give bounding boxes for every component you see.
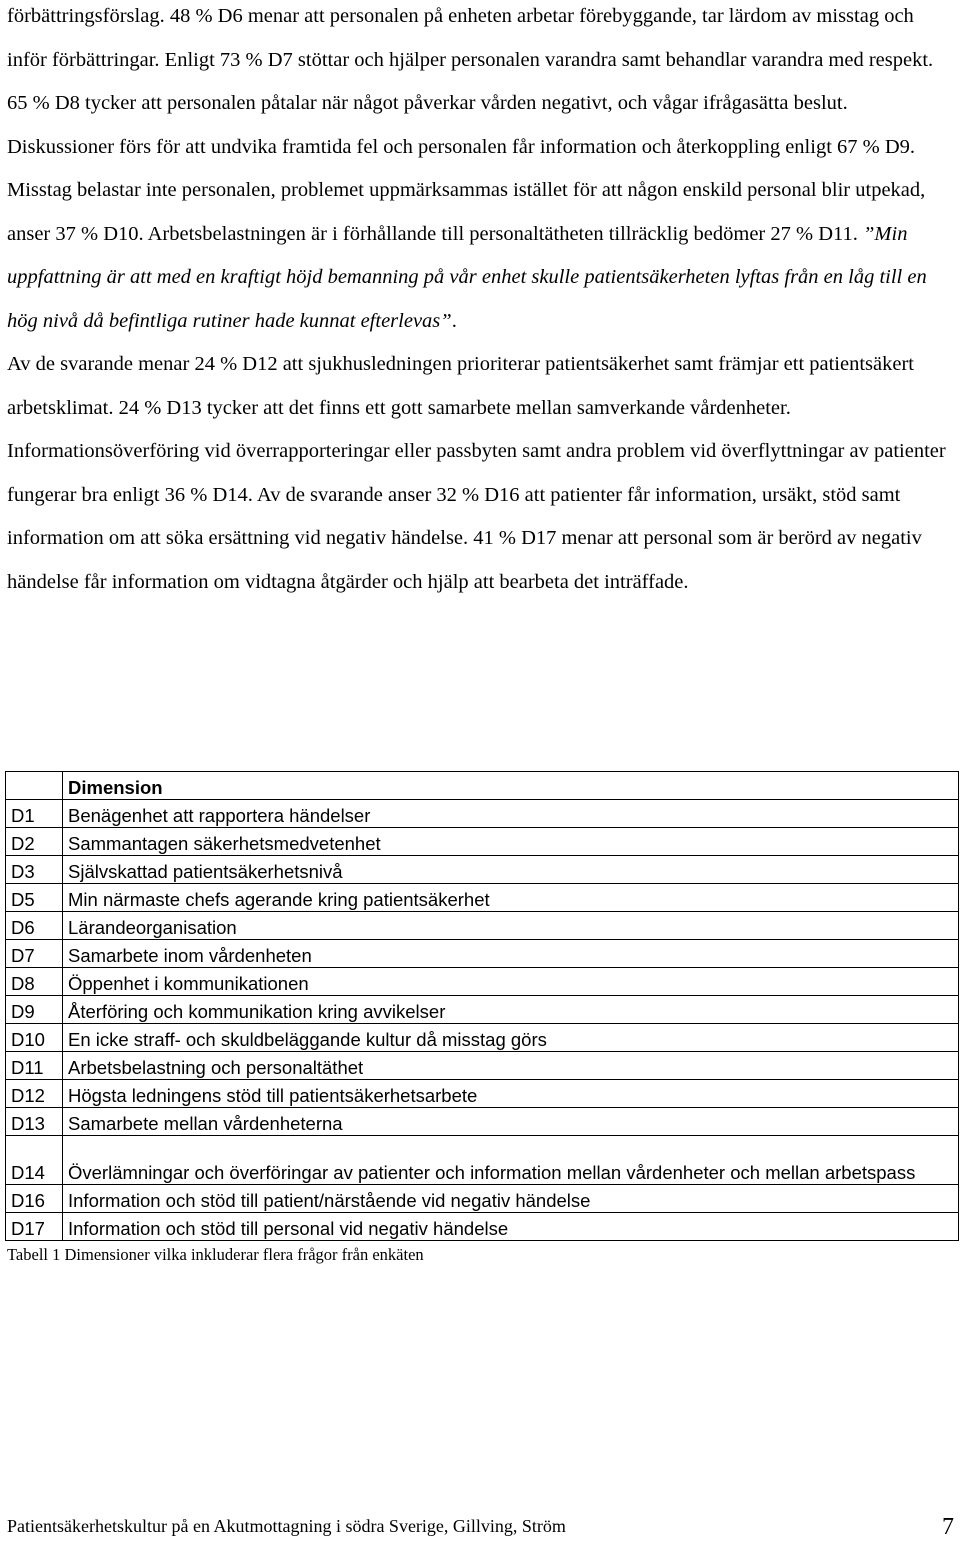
table-row	[6, 912, 959, 940]
respondent-quote: ”Min uppfattning är att med en kraftigt höjd bemanning på vår enhet skulle patientsäkerheten lyftas från en låg till en hög nivå då befintliga rutiner hade kunnat efterlevas”	[7, 222, 927, 332]
dimension-code: D7	[6, 940, 63, 968]
dimension-code: D6	[6, 912, 63, 940]
dimension-code: D10	[6, 1024, 63, 1052]
table-row	[6, 1024, 959, 1052]
dimension-label: Sammantagen säkerhetsmedvetenhet	[63, 828, 959, 856]
dimension-label: Arbetsbelastning och personaltäthet	[63, 1052, 959, 1080]
dimension-code: D9	[6, 996, 63, 1024]
body-text	[7, 0, 957, 604]
table-row	[6, 856, 959, 884]
page-footer: Patientsäkerhetskultur på en Akutmottagning i södra Sverige, Gillving, Ström	[7, 1516, 566, 1536]
dimension-label: Samarbete inom vårdenheten	[63, 940, 959, 968]
table-row	[6, 1108, 959, 1136]
dimension-code: D16	[6, 1185, 63, 1213]
dimension-code: D11	[6, 1052, 63, 1080]
dimension-code: D5	[6, 884, 63, 912]
table-row	[6, 940, 959, 968]
page-number: 7	[942, 1514, 954, 1540]
table-row	[6, 1052, 959, 1080]
table-row	[6, 1080, 959, 1108]
dimension-table	[5, 771, 959, 1241]
dimension-label: Samarbete mellan vårdenheterna	[63, 1108, 959, 1136]
dimension-code: D2	[6, 828, 63, 856]
dimension-label: Självskattad patientsäkerhetsnivå	[63, 856, 959, 884]
table-row	[6, 996, 959, 1024]
table-row	[6, 1136, 959, 1185]
table-caption: Tabell 1 Dimensioner vilka inkluderar flera frågor från enkäten	[7, 1245, 424, 1264]
dimension-label: Lärandeorganisation	[63, 912, 959, 940]
table-row	[6, 1213, 959, 1241]
dimension-code: D12	[6, 1080, 63, 1108]
dimension-label: Återföring och kommunikation kring avvikelser	[63, 996, 959, 1024]
dimension-code: D8	[6, 968, 63, 996]
dimension-label: En icke straff- och skuldbeläggande kultur då misstag görs	[63, 1024, 959, 1052]
dimension-code: D14	[6, 1136, 63, 1185]
dimension-code: D17	[6, 1213, 63, 1241]
dimension-label: Överlämningar och överföringar av patienter och information mellan vårdenheter och mellan arbetspass	[63, 1136, 959, 1185]
dimension-label: Öppenhet i kommunikationen	[63, 968, 959, 996]
table-row	[6, 828, 959, 856]
dimension-code: D1	[6, 800, 63, 828]
dimension-label: Benägenhet att rapportera händelser	[63, 800, 959, 828]
table-row	[6, 884, 959, 912]
dimension-label: Information och stöd till personal vid negativ händelse	[63, 1213, 959, 1241]
paragraph-1	[7, 0, 957, 343]
paragraph-1-text: förbättringsförslag. 48 % D6 menar att personalen på enheten arbetar förebyggande, tar lärdom av misstag och inför förbättringar. Enligt 73 % D7 stöttar och hjälper personalen varandra samt behandlar varandra med respekt. 65 % D8 tycker att personalen påtalar när något påverkar vården negativt, och vågar ifrågasätta beslut. Diskussioner förs för att undvika framtida fel och personalen får information och återkoppling enligt 67 % D9. Misstag belastar inte personalen, problemet uppmärksammas istället för att någon enskild personal blir utpekad, anser 37 % D10. Arbetsbelastningen är i förhållande till personaltätheten tillräcklig bedömer 27 % D11.	[7, 5, 934, 245]
table-row	[6, 968, 959, 996]
dimension-label: Högsta ledningens stöd till patientsäkerhetsarbete	[63, 1080, 959, 1108]
table-header-row	[6, 772, 959, 800]
table-row	[6, 1185, 959, 1213]
dimension-label: Min närmaste chefs agerande kring patientsäkerhet	[63, 884, 959, 912]
header-code-cell	[6, 772, 63, 800]
dimension-label: Information och stöd till patient/närstående vid negativ händelse	[63, 1185, 959, 1213]
paragraph-1-end: .	[451, 309, 457, 332]
table-row	[6, 800, 959, 828]
header-dimension-cell: Dimension	[63, 772, 959, 800]
dimension-code: D13	[6, 1108, 63, 1136]
paragraph-2: Av de svarande menar 24 % D12 att sjukhusledningen prioriterar patientsäkerhet samt främjar ett patientsäkert arbetsklimat. 24 % D13 tycker att det finns ett gott samarbete mellan samverkande vårdenheter. Informationsöverföring vid överrapporteringar eller passbyten samt andra problem vid överflyttningar av patienter fungerar bra enligt 36 % D14. Av de svarande anser 32 % D16 att patienter får information, ursäkt, stöd samt information om att söka ersättning vid negativ händelse. 41 % D17 menar att personal som är berörd av negativ händelse får information om vidtagna åtgärder och hjälp att bearbeta det inträffade.	[7, 353, 946, 593]
dimension-code: D3	[6, 856, 63, 884]
